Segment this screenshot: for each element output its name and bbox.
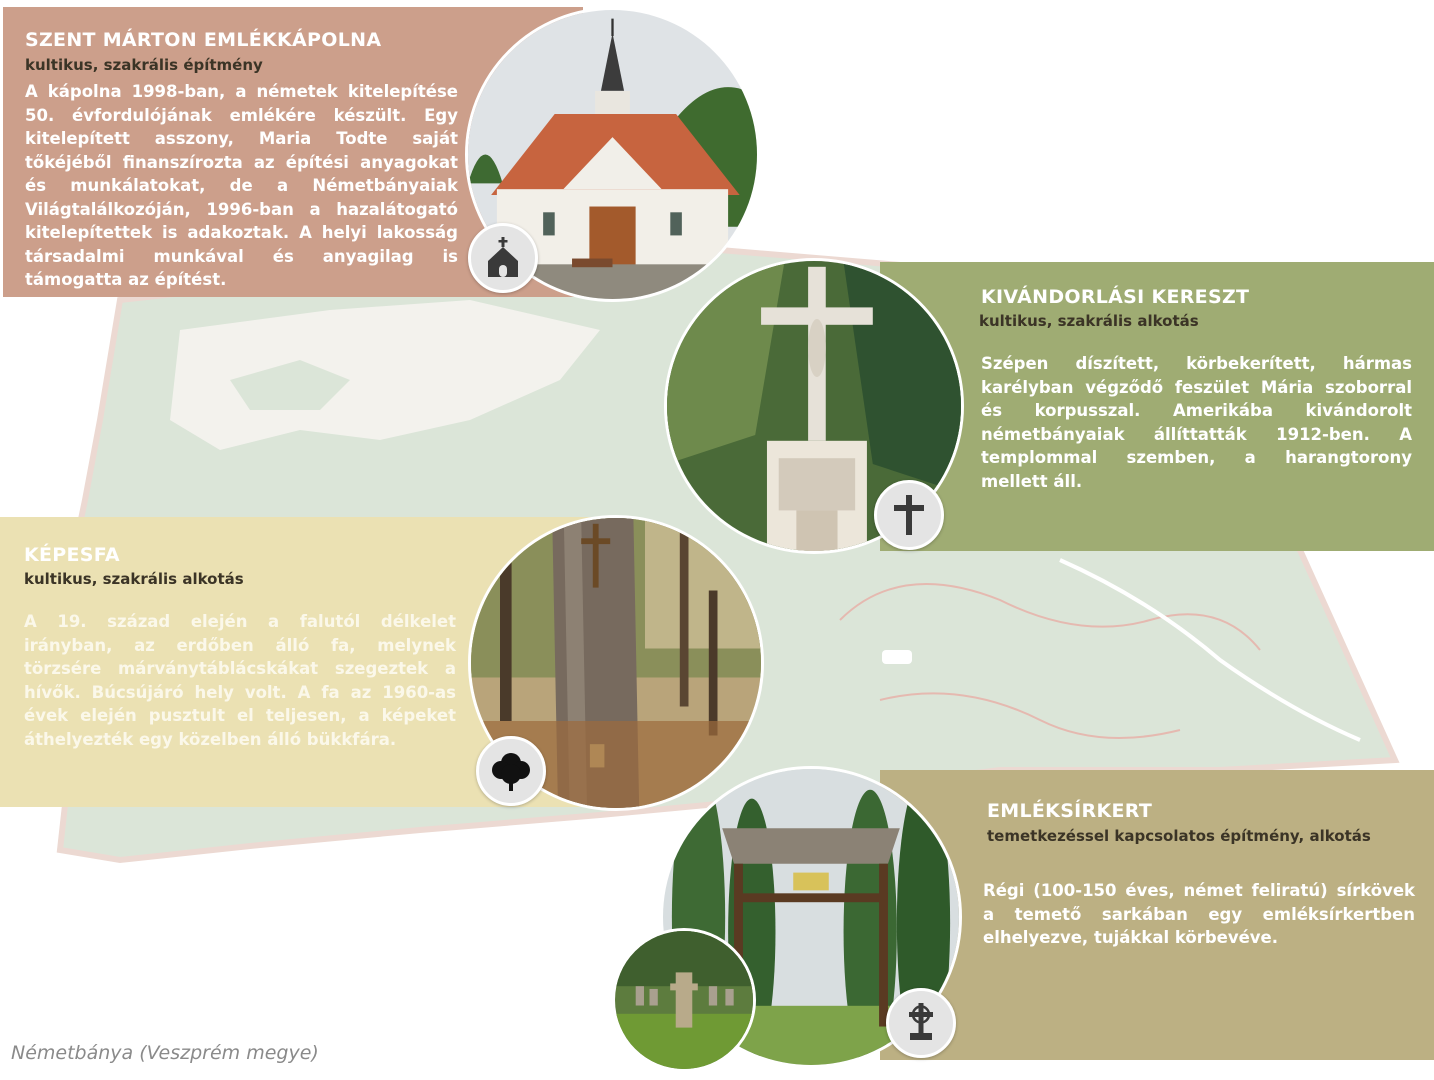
section-subtitle: temetkezéssel kapcsolatos építmény, alkotás	[987, 827, 1371, 845]
section-title: EMLÉKSÍRKERT	[987, 800, 1153, 822]
section-body: Régi (100-150 éves, német feliratú) sírkövek a temető sarkában egy emléksírkertben elhelyezve, tujákkal körbevéve.	[983, 881, 1415, 947]
section-title: KÉPESFA	[24, 544, 120, 566]
gravestones-photo	[612, 928, 756, 1072]
section-body: A 19. század elején a falutól délkelet irányban, az erdőben álló fa, melynek törzsére márványtáblácskákat szegeztek a hívők. Búcsújáró hely volt. A fa az 1960-as évek elején pusztult el teljesen, a képeket áthelyezték egy közelben álló bükkfára.	[24, 612, 456, 749]
memorial-graveyard-panel	[880, 770, 1434, 1060]
gravestone-icon	[886, 988, 956, 1058]
section-subtitle: kultikus, szakrális alkotás	[979, 312, 1199, 330]
chapel-icon	[468, 223, 538, 293]
section-body: Szépen díszített, körbekerített, hármas karélyban végződő feszület Mária szoborral és korpusszal. Amerikába kivándorolt németbányaiak állíttatták 1912-ben. A templommal szemben, a harangtorony mellett áll.	[981, 354, 1412, 491]
section-body: A kápolna 1998-ban, a németek kitelepítése 50. évfordulójának emlékére készült. Egy kitelepített asszony, Maria Todte saját tőkéjéből finanszírozta az építési anyagokat és munkálatokat, de a Németbányaiak Világtalálkozóján, 1996-ban a hazalátogató kitelepítettek is adakoztak. A helyi lakosság társadalmi munkával és anyagilag is támogatta az építést.	[25, 82, 458, 289]
section-subtitle: kultikus, szakrális alkotás	[24, 570, 244, 588]
section-title: KIVÁNDORLÁSI KERESZT	[981, 286, 1250, 308]
tree-icon	[476, 736, 546, 806]
cross-icon	[874, 480, 944, 550]
location-caption: Németbánya (Veszprém megye)	[11, 1042, 319, 1064]
section-subtitle: kultikus, szakrális építmény	[25, 56, 263, 74]
section-title: SZENT MÁRTON EMLÉKKÁPOLNA	[25, 29, 382, 51]
